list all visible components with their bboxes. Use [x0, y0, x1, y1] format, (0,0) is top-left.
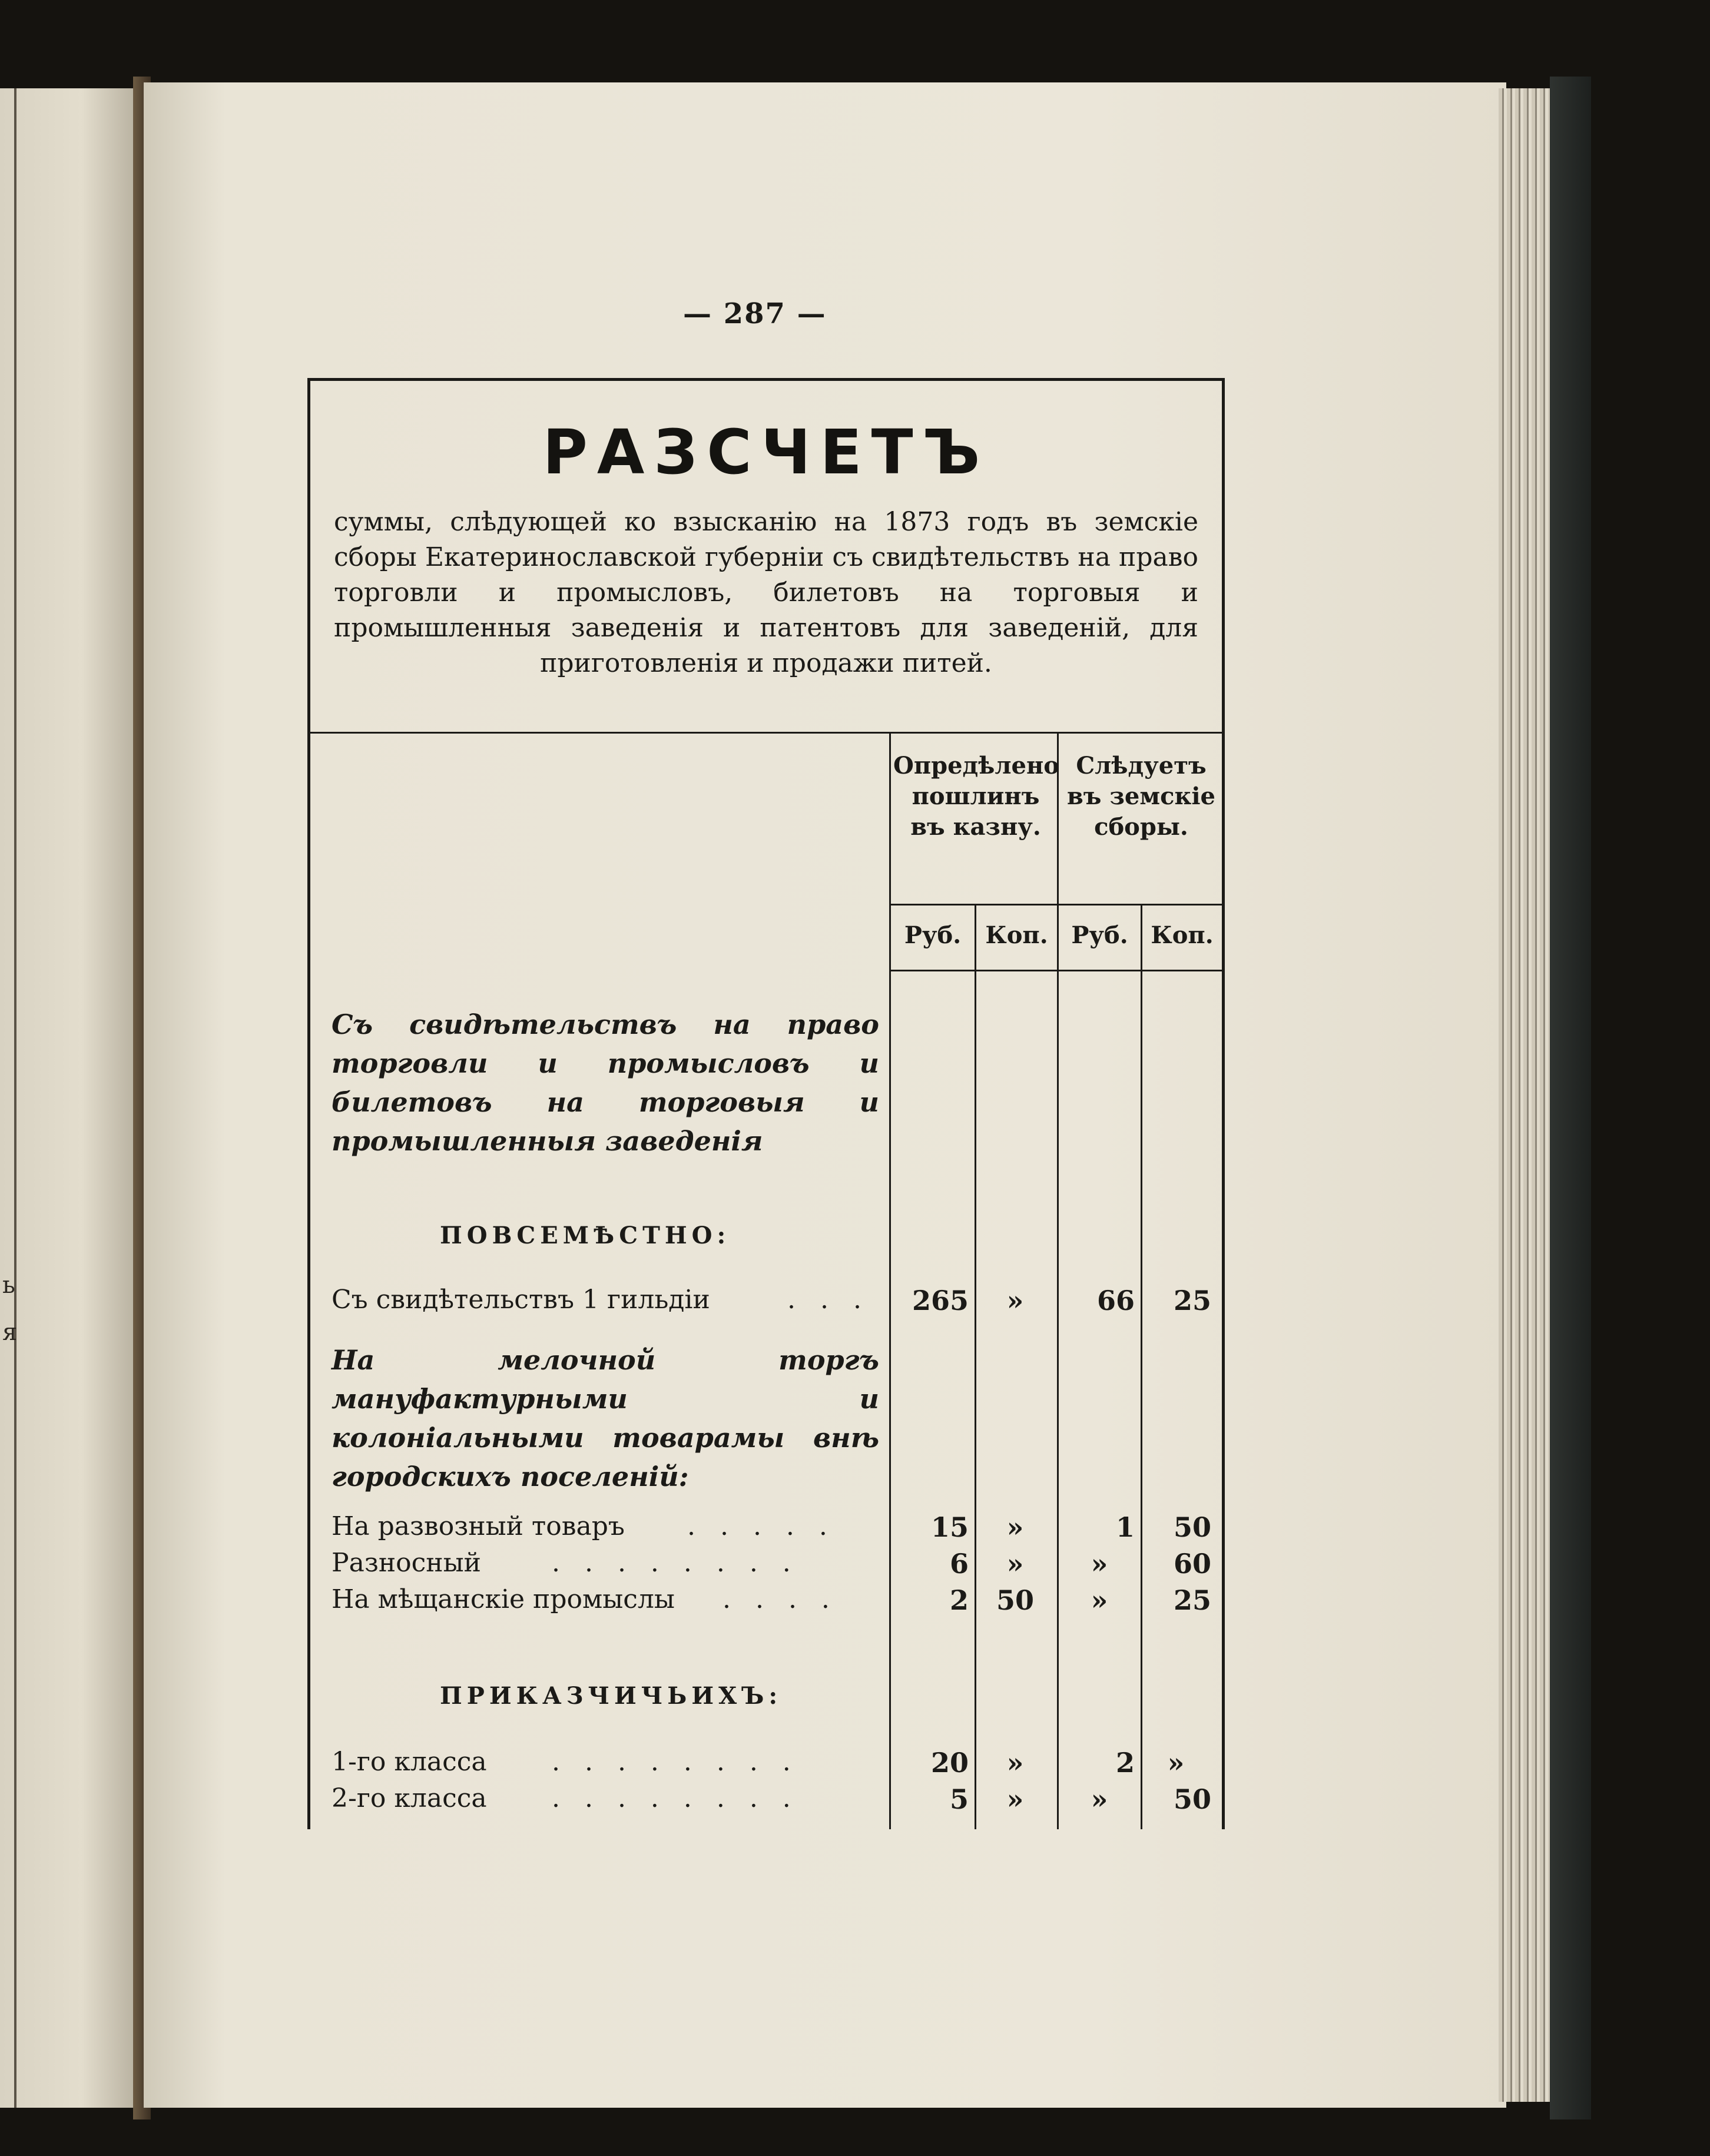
- table-row-dots: . . . . . . . .: [552, 1783, 799, 1813]
- column-rule-zemstvo: [1057, 732, 1059, 1829]
- page-edges: [1499, 88, 1552, 2102]
- cell-treasury-rub: 265: [912, 1285, 969, 1316]
- cell-zemstvo-rub: 1: [1115, 1511, 1135, 1543]
- cell-treasury-rub: 6: [949, 1548, 969, 1580]
- column-rule-label: [889, 732, 891, 1829]
- page-number: — 287 —: [683, 297, 827, 330]
- unit-rule-bottom: [889, 970, 1222, 971]
- cell-treasury-rub: 5: [949, 1783, 969, 1815]
- table-row-label: 2-го класса: [332, 1783, 487, 1813]
- column-rule-treasury-kop: [975, 904, 976, 1829]
- header-rule: [310, 732, 1222, 734]
- book-cover: [1550, 77, 1591, 2119]
- table-row-dots: . . . . .: [687, 1511, 836, 1541]
- calculation-table: [307, 378, 1225, 1829]
- cell-zemstvo-rub: 66: [1096, 1285, 1135, 1316]
- table-title: РАЗСЧЕТЪ: [542, 416, 990, 488]
- table-row-label: Разносный: [332, 1548, 481, 1578]
- cell-treasury-kop: »: [1006, 1285, 1024, 1316]
- cell-treasury-rub: 15: [930, 1511, 969, 1543]
- header-treasury: Опредѣлено пошлинъ въ казну.: [893, 752, 1059, 841]
- cell-treasury-kop: »: [1006, 1548, 1024, 1580]
- unit-rub-treasury: Руб.: [904, 921, 962, 949]
- table-row-dots: . . .: [787, 1285, 870, 1315]
- section-everywhere: ПОВСЕМѢСТНО:: [440, 1222, 731, 1249]
- unit-rule-top: [889, 904, 1222, 905]
- cell-treasury-kop: »: [1006, 1783, 1024, 1815]
- unit-rub-zemstvo: Руб.: [1071, 921, 1128, 949]
- cell-treasury-kop: »: [1006, 1747, 1024, 1779]
- unit-kop-zemstvo: Коп.: [1151, 921, 1214, 949]
- cell-zemstvo-kop: 25: [1173, 1584, 1211, 1616]
- table-row-dots: . . . .: [723, 1584, 838, 1614]
- cell-zemstvo-rub: »: [1091, 1548, 1108, 1580]
- unit-kop-treasury: Коп.: [985, 921, 1048, 949]
- table-row-dots: . . . . . . . .: [552, 1747, 799, 1777]
- column-rule-zemstvo-kop: [1141, 904, 1142, 1829]
- cell-treasury-rub: 20: [930, 1747, 969, 1779]
- section-clerks: ПРИКАЗЧИЧЬИХЪ:: [440, 1682, 783, 1710]
- cell-treasury-kop: »: [1006, 1511, 1024, 1543]
- cell-zemstvo-rub: »: [1091, 1584, 1108, 1616]
- table-row-label: На развозный товаръ: [332, 1511, 625, 1541]
- left-page-fragment: я: [2, 1319, 18, 1346]
- table-row-label: На мѣщанскіе промыслы: [332, 1584, 675, 1614]
- table-row-label: Съ свидѣтельствъ 1 гильдіи: [332, 1285, 710, 1315]
- table-subtitle: суммы, слѣдующей ко взысканію на 1873 годъ въ земскіе сборы Екатеринославской губерніи съ свидѣтельствъ на право торговли и промысловъ, билетовъ на торговыя и промышленныя заведенія и патентовъ для заведеній, для приготовленія и продажи питей.: [334, 507, 1198, 678]
- table-row-label: 1-го класса: [332, 1747, 487, 1777]
- cell-treasury-rub: 2: [949, 1584, 969, 1616]
- cell-zemstvo-kop: »: [1167, 1747, 1185, 1779]
- cell-zemstvo-kop: 50: [1173, 1783, 1211, 1815]
- cell-treasury-kop: 50: [996, 1584, 1034, 1616]
- section-main-heading: Съ свидѣтельствъ на право торговли и промысловъ и билетовъ на торговыя и промышленныя заведенія: [332, 1009, 879, 1157]
- cell-zemstvo-rub: »: [1091, 1783, 1108, 1815]
- cell-zemstvo-kop: 60: [1173, 1548, 1211, 1580]
- cell-zemstvo-kop: 25: [1173, 1285, 1211, 1316]
- left-page-fragment: ь: [2, 1272, 15, 1299]
- section-petty-heading: На мелочной торгъ мануфактурными и колоніальными товарамы внѣ городскихъ поселеній:: [332, 1344, 879, 1492]
- left-page-rule: [14, 88, 16, 2108]
- left-page: [0, 88, 135, 2108]
- cell-zemstvo-rub: 2: [1115, 1747, 1135, 1779]
- cell-zemstvo-kop: 50: [1173, 1511, 1211, 1543]
- table-row-dots: . . . . . . . .: [552, 1548, 799, 1578]
- header-zemstvo: Слѣдуетъ въ земскіе сборы.: [1066, 752, 1215, 841]
